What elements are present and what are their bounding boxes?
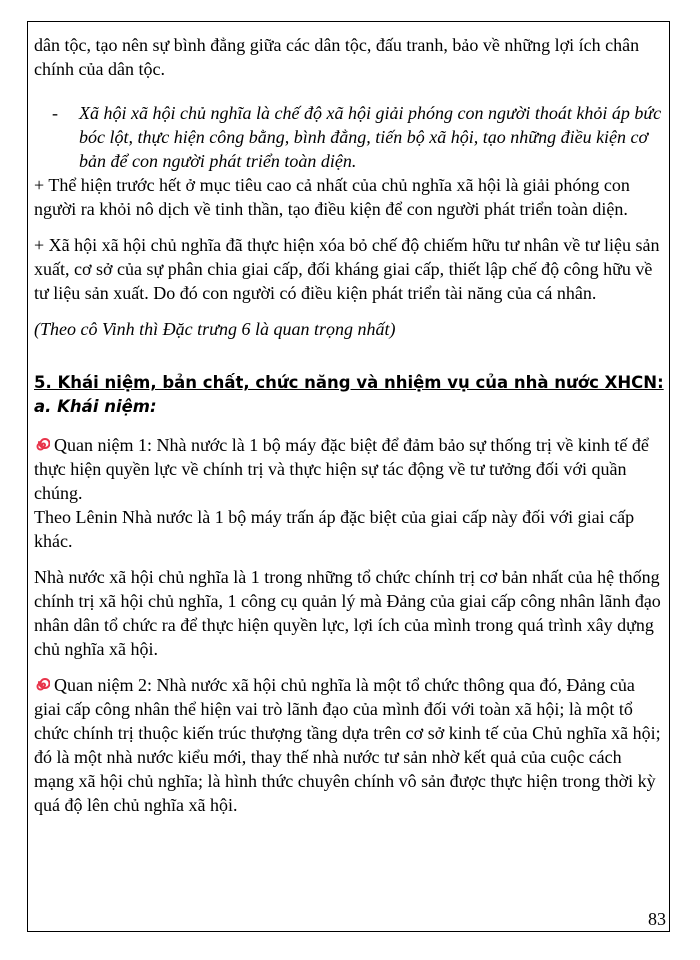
document-body [34,33,664,817]
state-paragraph: Nhà nước xã hội chủ nghĩa là 1 trong những tổ chức chính trị cơ bản nhất của hệ thống chính trị xã hội chủ nghĩa, 1 công cụ quản lý mà Đảng của giai cấp công nhân lãnh đạo nhân dân tổ chức ra để thực hiện quyền lực, lợi ích của mình trong quá trình xây dựng chủ nghĩa xã hội. [34,567,661,659]
paragraph-intro: dân tộc, tạo nên sự bình đẳng giữa các dân tộc, đấu tranh, bảo về những lợi ích chân chính của dân tộc. [34,35,640,79]
concept-2-text: Quan niệm 2: Nhà nước xã hội chủ nghĩa là một tổ chức thông qua đó, Đảng của giai cấp công nhân thể hiện vai trò lãnh đạo của mình đối với toàn xã hội; là một tổ chức chính trị thuộc kiến trúc thượng tầng dựa trên cơ sở kinh tế của Chủ nghĩa xã hội; đó là một nhà nước kiểu mới, thay thế nhà nước tư sản nhờ kết quả của cuộc cách mạng xã hội chủ nghĩa; là hình thức chuyên chính vô sản được thực hiện trong thời kỳ quá độ lên chủ nghĩa xã hội. [34,675,661,815]
page-number: 83 [648,909,666,929]
concept-1-paragraph [34,433,664,505]
subsection-heading: a. Khái niệm: [34,397,157,416]
paragraph-plus-1: + Thể hiện trước hết ở mục tiêu cao cả nhất của chủ nghĩa xã hội là giải phóng con người ra khỏi nô dịch về tinh thần, tạo điều kiện để con người phát triển toàn diện. [34,175,630,219]
concept-1-text: Quan niệm 1: Nhà nước là 1 bộ máy đặc biệt để đảm bảo sự thống trị về kinh tế để thực hiện quyền lực về chính trị và thực hiện sự tác động về tư tưởng đối với quần chúng. [34,435,649,503]
section-heading: 5. Khái niệm, bản chất, chức năng và nhiệm vụ của nhà nước XHCN: [34,373,664,392]
paragraph-plus-2: + Xã hội xã hội chủ nghĩa đã thực hiện xóa bỏ chế độ chiếm hữu tư nhân về tư liệu sản xuất, cơ sở của sự phân chia giai cấp, đối kháng giai cấp, thiết lập chế độ công hữu về tư liệu sản xuất. Do đó con người có điều kiện phát triển tài năng của cá nhân. [34,235,660,303]
spiral-icon [34,437,50,453]
bullet-item [34,101,664,173]
bullet-dash: - [52,103,58,123]
spiral-icon [34,677,50,693]
lenin-paragraph: Theo Lênin Nhà nước là 1 bộ máy trấn áp đặc biệt của giai cấp này đối với giai cấp khác. [34,507,635,551]
note-paragraph: (Theo cô Vinh thì Đặc trưng 6 là quan trọng nhất) [34,319,396,339]
bullet-text: Xã hội xã hội chủ nghĩa là chế độ xã hội giải phóng con người thoát khỏi áp bức bóc lột, thực hiện công bằng, bình đẳng, tiến bộ xã hội, tạo những điều kiện cơ bản để con người phát triển toàn diện. [79,103,662,171]
concept-2-paragraph [34,673,664,817]
